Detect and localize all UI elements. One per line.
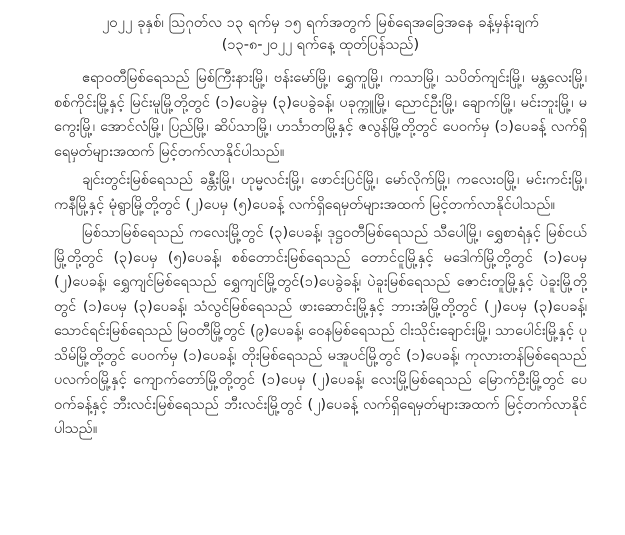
- document-subtitle: (၁၃-၈-၂၀၂၂ ရက်နေ့ ထုတ်ပြန်သည်): [221, 37, 420, 53]
- paragraph-other-rivers: မြစ်သာမြစ်ရေသည် ကလေးမြို့တွင် (၃)ပေခန့်၊ ဒုဋ္ဌဝတီမြစ်ရေသည် သီပေါမြို့၊ ရွှေစာရံနှင့် မြစ်ငယ်မြို့တို့တွင် (၃)ပေမှ (၅)ပေခန့်၊ စစ်တောင်းမြစ်ရေသည် တောင်ငူမြို့နှင့် မဒေါက်မြို့တို့တွင် (၁)ပေမှ (၂)ပေခန့်၊ ရွှေကျင်မြစ်ရေသည် ရွှေကျင်မြို့တွင်(၁)ပေခွဲခန့်၊ ပဲခူးမြစ်ရေသည် ဇောင်းတူမြို့နှင့် ပဲခူးမြို့တို့တွင် (၁)ပေမှ (၃)ပေခန့်၊ သံလွင်မြစ်ရေသည် ဖားဆောင်းမြို့နှင့် ဘားအံမြို့တို့တွင် (၂)ပေမှ (၃)ပေခန့်၊ သောင်ရင်းမြစ်ရေသည် မြဝတီမြို့တွင် (၉)ပေခန့်၊ ဝေနမြစ်ရေသည် ငါးသိုင်းချောင်းမြို့၊ သာပေါင်းမြို့နှင့် ပုသိမ်မြို့တို့တွင် ပေဝက်မှ (၁)ပေခန့်၊ တိုးမြစ်ရေသည် မအူပင်မြို့တွင် (၁)ပေခန့်၊ ကုလားတန်မြစ်ရေသည် ပလက်ဝမြို့နှင့် ကျောက်တော်မြို့တို့တွင် (၁)ပေမှ (၂)ပေခန့်၊ လေးမြို့မြစ်ရေသည် မြောက်ဦးမြို့တွင် ပေဝက်ခန့်နှင့် ဘီးလင်းမြစ်ရေသည် ဘီးလင်းမြို့တွင် (၂)ပေခန့် လက်ရှိရေမှတ်များအထက် မြင့်တက်လာနိုင်ပါသည်။: [54, 225, 587, 437]
- paragraph-irrawaddy: ဧရာဝတီမြစ်ရေသည် မြစ်ကြီးနားမြို့၊ ဗန်းမော်မြို့၊ ရွှေကူမြို့၊ ကသာမြို့၊ သပိတ်ကျင်းမြို့၊ မန္တလေးမြို့၊ စစ်ကိုင်းမြို့နှင့် မြင်းမူမြို့တို့တွင် (၁)ပေခွဲမှ (၃)ပေခွဲခန့်၊ ပခုက္ကူမြို့၊ ညောင်ဦးမြို့၊ ချောက်မြို့၊ မင်းဘူးမြို့၊ မကွေးမြို့၊ အောင်လံမြို့၊ ပြည်မြို့၊ ဆိပ်သာမြို့၊ ဟင်္သာတမြို့နှင့် ဇလွန်မြို့တို့တွင် ပေဝက်မှ (၁)ပေခန့် လက်ရှိရေမှတ်များအထက် မြင့်တက်လာနိုင်ပါသည်။: [54, 70, 587, 160]
- document-title: ၂၀၂၂ ခုနှစ်၊ ဩဂုတ်လ ၁၃ ရက်မှ ၁၅ ရက်အတွက် မြစ်ရေအခြေအနေ ခန့်မှန်းချက်: [101, 15, 540, 31]
- paragraph-chindwin: ချင်းတွင်းမြစ်ရေသည် ခန္တီးမြို့၊ ဟုမ္မလင်းမြို့၊ ဖောင်းပြင်မြို့၊ မော်လိုက်မြို့၊ ကလေးဝမြို့၊ မင်းကင်းမြို့၊ ကနီမြို့နှင့် မုံရွာမြို့တို့တွင် (၂)ပေမှ (၅)ပေခန့် လက်ရှိရေမှတ်များအထက် မြင့်တက်လာနိုင်ပါသည်။: [54, 172, 587, 213]
